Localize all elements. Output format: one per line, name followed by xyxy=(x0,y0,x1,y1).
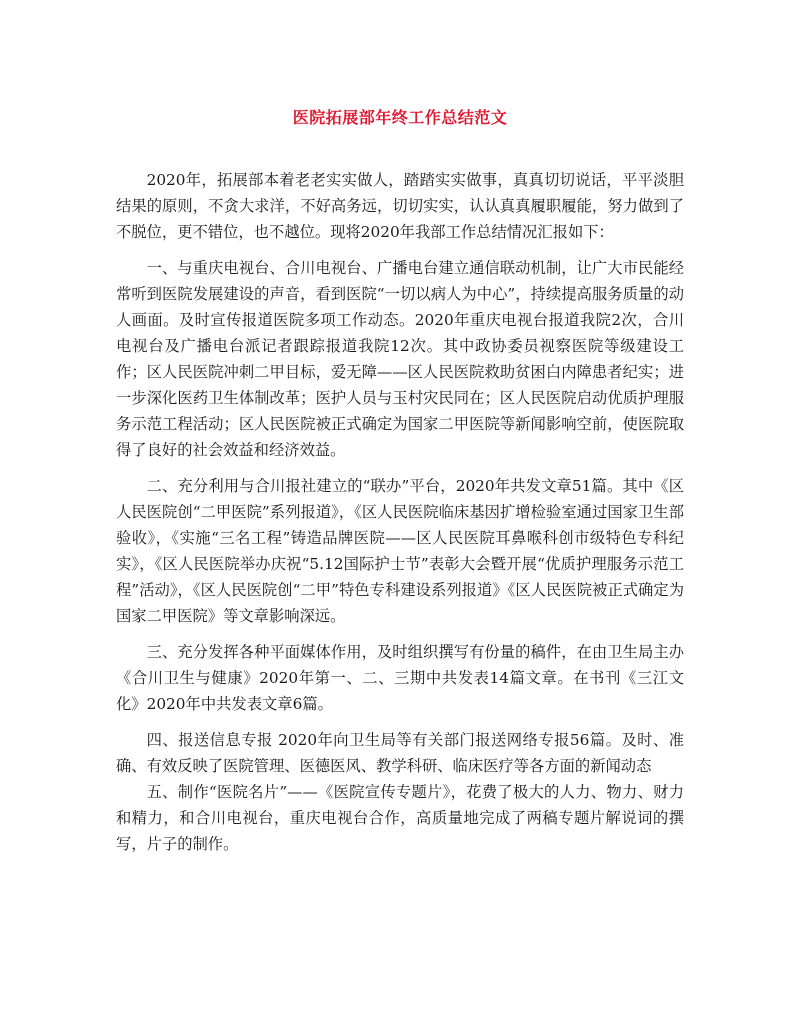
paragraph-section-2: 二、充分利用与合川报社建立的“联办”平台，2020年共发文章51篇。其中《区人民医院创“二甲医院”系列报道》，《区人民医院临床基因扩增检验室通过国家卫生部验收》，《实施“三名工程”铸造品牌医院——区人民医院耳鼻喉科创市级特色专科纪实》，《区人民医院举办庆祝“5.12国际护士节”表彰大会暨开展“优质护理服务示范工程”活动》，《区人民医院创“二甲”特色专科建设系列报道》《区人民医院被正式确定为国家二甲医院》等文章影响深远。 xyxy=(116,477,684,625)
paragraph-section-1: 一、与重庆电视台、合川电视台、广播电台建立通信联动机制，让广大市民能经常听到医院发展建设的声音，看到医院“一切以病人为中心”，持续提高服务质量的动人画面。及时宣传报道医院多项工作动态。2020年重庆电视台报道我院2次，合川电视台及广播电台派记者跟踪报道我院12次。其中政协委员视察医院等级建设工作；区人民医院冲刺二甲目标，爱无障——区人民医院救助贫困白内障患者纪实；进一步深化医药卫生体制改革；医护人员与玉村灾民同在；区人民医院启动优质护理服务示范工程活动；区人民医院被正式确定为国家二甲医院等新闻影响空前，使医院取得了良好的社会效益和经济效益。 xyxy=(116,259,684,459)
paragraph-section-3: 三、充分发挥各种平面媒体作用，及时组织撰写有份量的稿件，在由卫生局主办《合川卫生与健康》2020年第一、二、三期中共发表14篇文章。在书刊《三江文化》2020年中共发表文章6篇。 xyxy=(116,643,684,713)
paragraph-intro: 2020年，拓展部本着老老实实做人，踏踏实实做事，真真切切说话，平平淡胆结果的原则，不贪大求洋，不好高务远，切切实实，认认真真履职履能，努力做到了不脱位，更不错位，也不越位。现将2020年我部工作总结情况汇报如下： xyxy=(116,171,684,241)
paragraph-section-4: 四、报送信息专报 2020年向卫生局等有关部门报送网络专报56篇。及时、准确、有效反映了医院管理、医德医风、教学科研、临床医疗等各方面的新闻动态 xyxy=(116,731,684,775)
document-body xyxy=(116,167,684,867)
document-title: 医院拓展部年终工作总结范文 xyxy=(292,108,508,127)
paragraph-section-5: 五、制作“医院名片”——《医院宣传专题片》，花费了极大的人力、物力、财力和精力，和合川电视台，重庆电视台合作，高质量地完成了两稿专题片解说词的撰写，片子的制作。 xyxy=(116,783,684,853)
